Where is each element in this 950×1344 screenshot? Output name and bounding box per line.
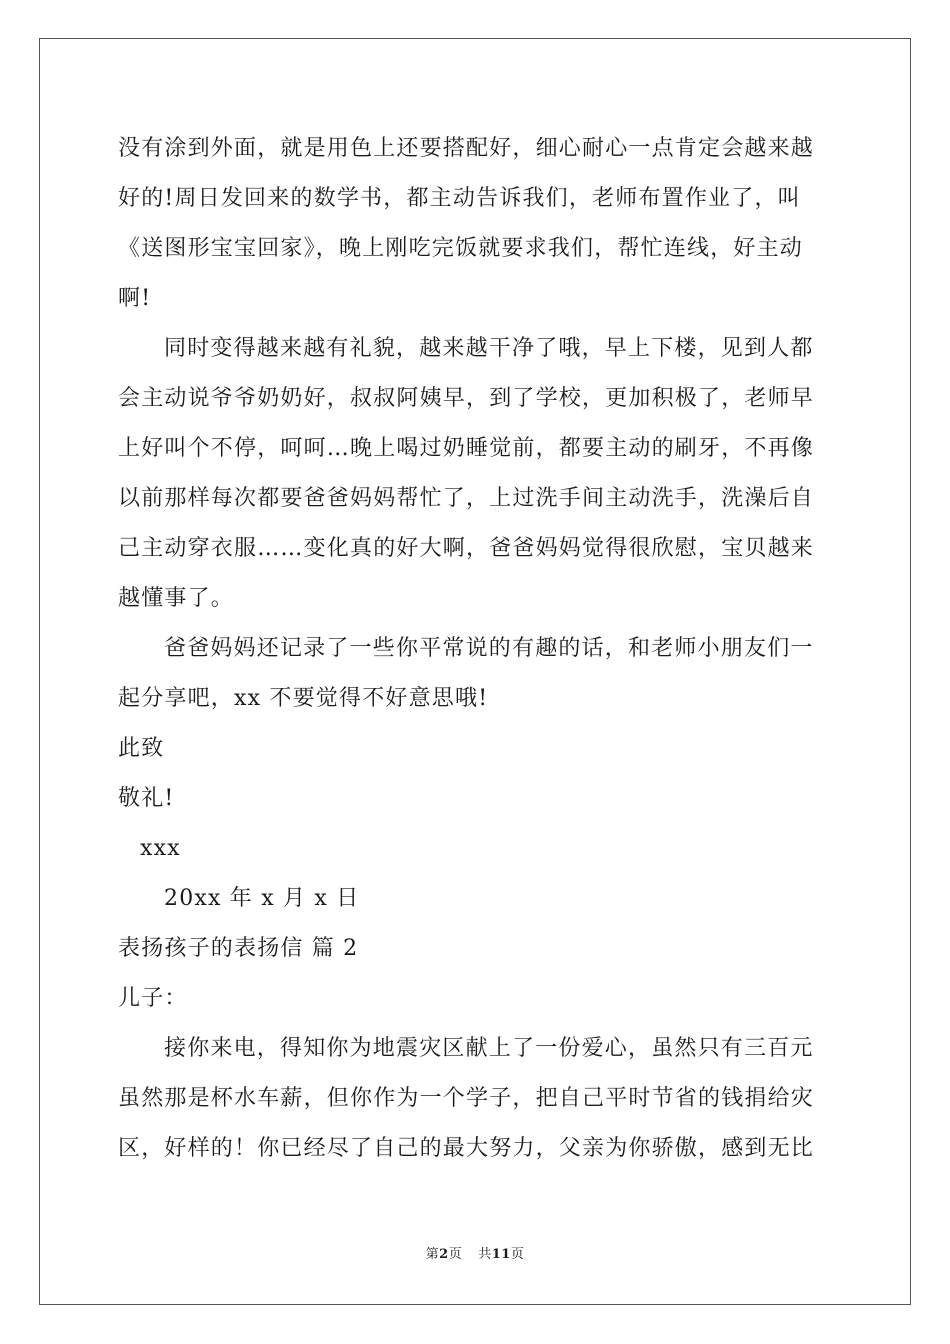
footer-page-suffix: 页 xyxy=(448,1247,463,1262)
section-heading: 表扬孩子的表扬信 篇 2 xyxy=(118,936,359,961)
signature-name: xxx xyxy=(140,836,181,861)
total-page-count: 11 xyxy=(491,1247,511,1262)
text-line: 没有涂到外面，就是用色上还要搭配好，细心耐心一点肯定会越来越 xyxy=(118,136,815,161)
text-line: 会主动说爷爷奶奶好，叔叔阿姨早，到了学校，更加积极了，老师早 xyxy=(118,386,815,411)
text-line: 己主动穿衣服……变化真的好大啊，爸爸妈妈觉得很欣慰，宝贝越来 xyxy=(118,536,815,561)
footer-prefix: 第 xyxy=(425,1247,440,1262)
footer-total-prefix: 共 xyxy=(478,1247,492,1262)
signature-date: 20xx 年 x 月 x 日 xyxy=(164,886,360,911)
paragraph-start: 接你来电，得知你为地震灾区献上了一份爱心，虽然只有三百元 xyxy=(164,1036,814,1061)
footer-total-suffix: 页 xyxy=(510,1247,525,1262)
closing-salutation: 此致 xyxy=(118,736,165,761)
paragraph-start: 同时变得越来越有礼貌，越来越干净了哦，早上下楼，见到人都 xyxy=(164,336,814,361)
text-line: 起分享吧，xx 不要觉得不好意思哦! xyxy=(118,686,489,711)
text-line: 越懂事了。 xyxy=(118,586,235,611)
text-line: 上好叫个不停，呵呵…晚上喝过奶睡觉前，都要主动的刷牙，不再像 xyxy=(118,436,815,461)
document-body xyxy=(118,124,834,1174)
text-line: 好的!周日发回来的数学书，都主动告诉我们，老师布置作业了，叫 xyxy=(118,186,801,211)
text-line: 区，好样的！你已经尽了自己的最大努力，父亲为你骄傲，感到无比 xyxy=(118,1136,815,1161)
closing-respect: 敬礼! xyxy=(118,786,175,811)
text-line: 以前那样每次都要爸爸妈妈帮忙了，上过洗手间主动洗手，洗澡后自 xyxy=(118,486,815,511)
paragraph-start: 爸爸妈妈还记录了一些你平常说的有趣的话，和老师小朋友们一 xyxy=(164,636,814,661)
letter-greeting: 儿子： xyxy=(118,986,188,1011)
text-line: 《送图形宝宝回家》，晚上刚吃完饭就要求我们，帮忙连线，好主动 xyxy=(118,236,804,261)
text-line: 虽然那是杯水车薪，但你作为一个学子，把自己平时节省的钱捐给灾 xyxy=(118,1086,815,1111)
text-line: 啊! xyxy=(118,286,152,311)
current-page-number: 2 xyxy=(439,1247,449,1262)
page-footer xyxy=(0,1246,950,1264)
